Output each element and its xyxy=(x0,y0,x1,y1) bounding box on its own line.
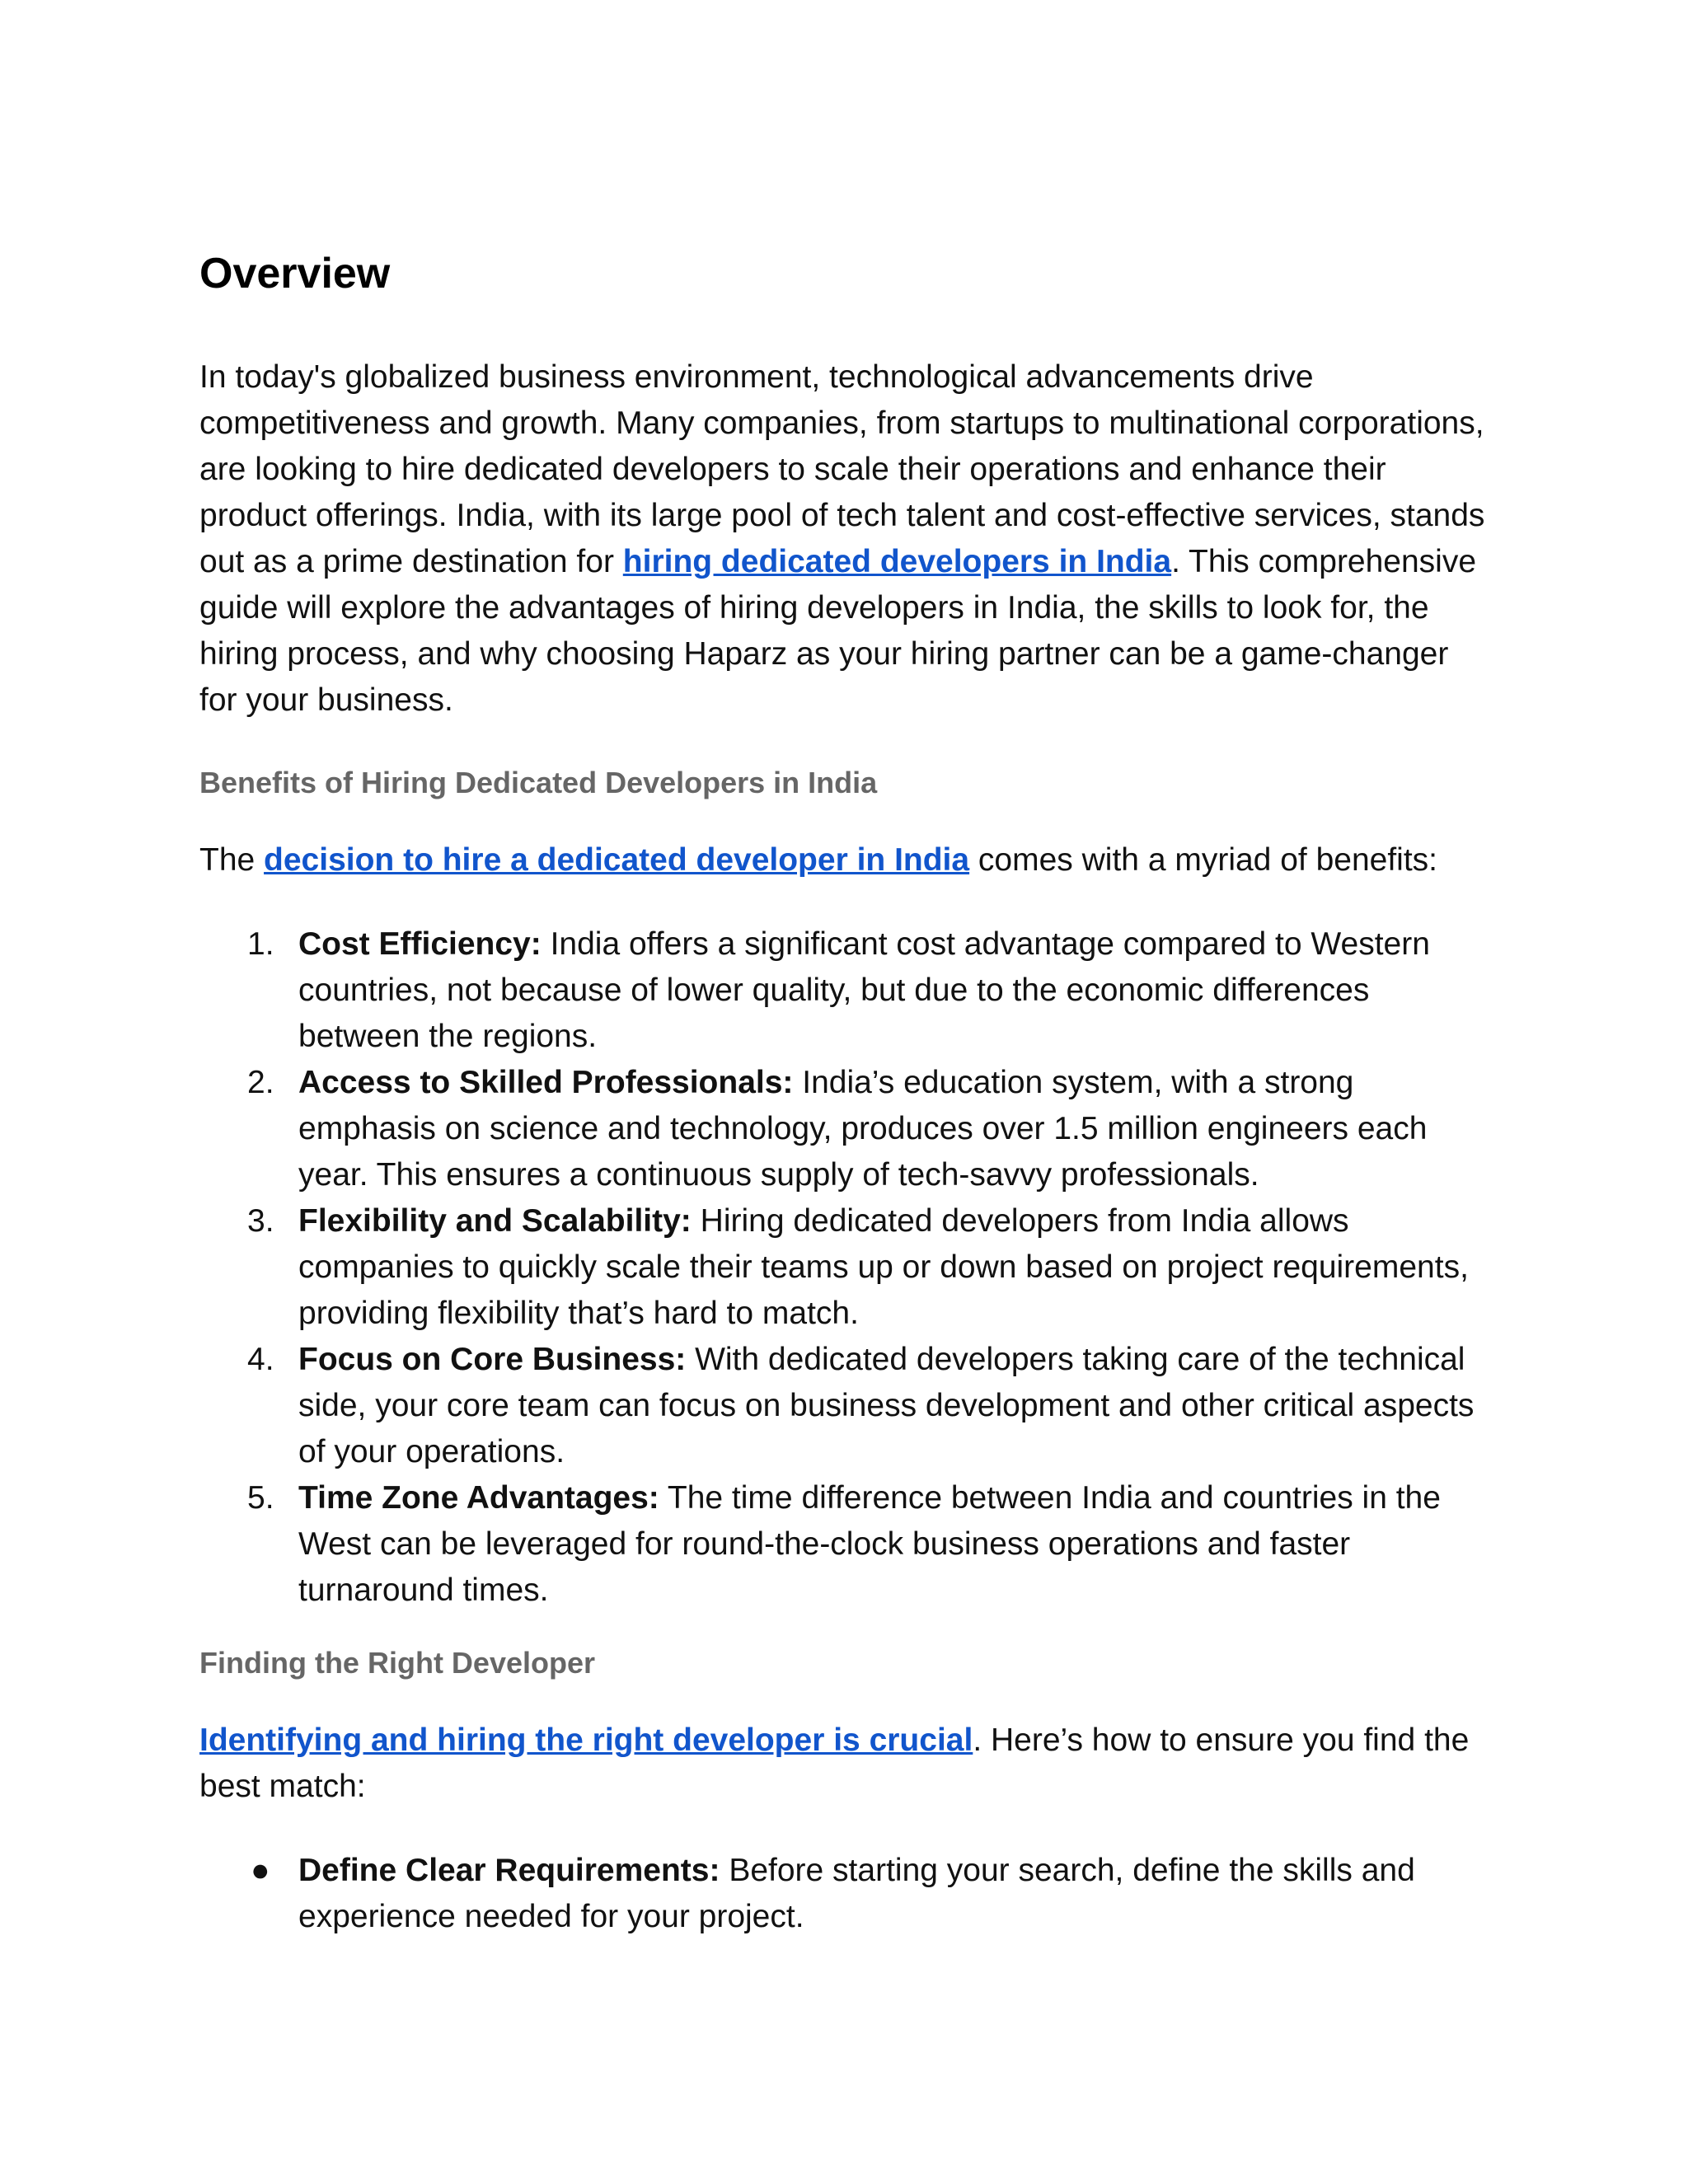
list-item-text: India’s education system, with a strong emphasis on science and technology, produces over 1.5 million engineers each year. This ensures a continuous supply of tech-savvy professionals. xyxy=(298,1065,1428,1193)
list-item xyxy=(199,1060,1485,1198)
list-item-text: India offers a significant cost advantage compared to Western countries, not because of lower quality, but due to the economic differences between the regions. xyxy=(298,926,1430,1054)
list-number: 3. xyxy=(247,1203,274,1239)
list-number: 2. xyxy=(247,1065,274,1100)
finding-intro-after: . Here’s how to ensure you find the best match: xyxy=(199,1722,1470,1804)
section-heading-benefits: Benefits of Hiring Dedicated Developers in India xyxy=(199,766,878,799)
list-item-text: With dedicated developers taking care of the technical side, your core team can focus on business development and other critical aspects of your operations. xyxy=(298,1342,1475,1469)
list-number: 4. xyxy=(247,1342,274,1377)
list-item-term: Cost Efficiency: xyxy=(298,926,542,962)
benefits-intro xyxy=(199,837,1485,883)
list-item-term: Time Zone Advantages: xyxy=(298,1480,659,1516)
list-item-text: Hiring dedicated developers from India allows companies to quickly scale their teams up or down based on project requirements, providing flexibility that’s hard to match. xyxy=(298,1203,1469,1331)
bullet-icon: ● xyxy=(251,1853,270,1888)
benefits-intro-after: comes with a myriad of benefits: xyxy=(969,842,1437,878)
list-item-term: Define Clear Requirements: xyxy=(298,1853,720,1888)
list-item-text: Before starting your search, define the skills and experience needed for your project. xyxy=(298,1853,1415,1934)
list-item-term: Focus on Core Business: xyxy=(298,1342,687,1377)
benefits-intro-before: The xyxy=(199,842,265,878)
finding-list xyxy=(199,1848,1485,1940)
finding-intro xyxy=(199,1718,1485,1810)
page-title: Overview xyxy=(199,250,391,298)
intro-text-after: . This comprehensive guide will explore the advantages of hiring developers in India, the skills to look for, the hiring process, and why choosing Haparz as your hiring partner can be a game-changer for your business. xyxy=(199,544,1477,718)
list-number: 1. xyxy=(247,926,274,962)
list-item-term: Flexibility and Scalability: xyxy=(298,1203,692,1239)
hiring-developers-link[interactable]: hiring dedicated developers in India xyxy=(622,544,1172,579)
list-item-term: Access to Skilled Professionals: xyxy=(298,1065,794,1100)
decision-hire-link[interactable]: decision to hire a dedicated developer in India xyxy=(264,842,970,878)
section-heading-finding: Finding the Right Developer xyxy=(199,1646,596,1680)
list-number: 5. xyxy=(247,1480,274,1516)
list-item-text: The time difference between India and countries in the West can be leveraged for round-the-clock business operations and faster turnaround times. xyxy=(298,1480,1441,1608)
list-item xyxy=(199,921,1485,1060)
benefits-list xyxy=(199,921,1485,1614)
document-content xyxy=(199,241,1485,1940)
intro-text-before: In today's globalized business environment, technological advancements drive competitiveness and growth. Many companies, from startups to multinational corporations, are looking to hire dedicated developers to scale their operations and enhance their product offerings. India, with its large pool of tech talent and cost-effective services, stands out as a prime destination for xyxy=(199,359,1485,579)
list-item xyxy=(199,1848,1485,1940)
identifying-developer-link[interactable]: Identifying and hiring the right developer is crucial xyxy=(199,1722,973,1758)
list-item xyxy=(199,1337,1485,1475)
intro-paragraph xyxy=(199,354,1485,724)
list-item xyxy=(199,1198,1485,1337)
list-item xyxy=(199,1475,1485,1614)
